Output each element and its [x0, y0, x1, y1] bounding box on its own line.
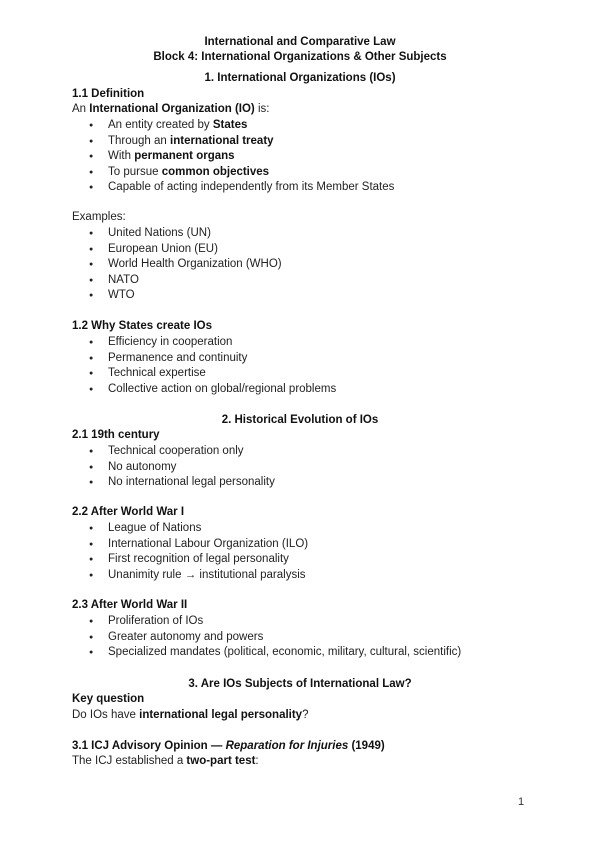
- examples-label: Examples:: [72, 211, 126, 223]
- list-item: ● With permanent organs: [72, 149, 394, 165]
- heading-2-2: 2.2 After World War I: [72, 506, 185, 518]
- list-item: ● Permanence and continuity: [72, 351, 336, 367]
- ww2-list: [72, 614, 461, 661]
- list-item: ● To pursue common objectives: [72, 165, 394, 181]
- heading-2-3: 2.3 After World War II: [72, 599, 188, 611]
- list-item: ● International Labour Organization (ILO): [72, 537, 308, 553]
- list-item: ● League of Nations: [72, 521, 308, 537]
- list-item: ● Greater autonomy and powers: [72, 630, 461, 646]
- list-item: ● Specialized mandates (political, economic, military, cultural, scientific): [72, 645, 461, 661]
- list-item: ● No international legal personality: [72, 475, 275, 491]
- list-item: ● First recognition of legal personality: [72, 552, 308, 568]
- section-1-title: 1. International Organizations (IOs): [204, 72, 396, 84]
- heading-1-1: 1.1 Definition: [72, 88, 145, 100]
- list-item: ● No autonomy: [72, 460, 275, 476]
- key-question-text: Do IOs have international legal personality?: [72, 709, 309, 721]
- list-item: ● Efficiency in cooperation: [72, 335, 336, 351]
- list-item: ● NATO: [72, 273, 282, 289]
- list-item: ● WTO: [72, 288, 282, 304]
- icj-test-text: The ICJ established a two-part test:: [72, 755, 259, 767]
- list-item: ● Unanimity rule → institutional paralysis: [72, 568, 308, 584]
- section-3-title: 3. Are IOs Subjects of International Law?: [188, 678, 412, 690]
- list-item: ● Capable of acting independently from its Member States: [72, 180, 394, 196]
- course-title: International and Comparative Law: [204, 36, 396, 48]
- definition-list: [72, 118, 394, 196]
- page-number: 1: [518, 796, 525, 808]
- list-item: ● Through an international treaty: [72, 134, 394, 150]
- list-item: ● Proliferation of IOs: [72, 614, 461, 630]
- list-item: ● Collective action on global/regional problems: [72, 382, 336, 398]
- list-item: ● Technical cooperation only: [72, 444, 275, 460]
- list-item: ● World Health Organization (WHO): [72, 257, 282, 273]
- nineteenth-century-list: [72, 444, 275, 491]
- ww1-list: [72, 521, 308, 583]
- heading-3-1: 3.1 ICJ Advisory Opinion — Reparation for Injuries (1949): [72, 740, 385, 752]
- heading-2-1: 2.1 19th century: [72, 429, 160, 441]
- list-item: ● European Union (EU): [72, 242, 282, 258]
- why-list: [72, 335, 336, 397]
- list-item: ● An entity created by States: [72, 118, 394, 134]
- definition-intro: An International Organization (IO) is:: [72, 103, 270, 115]
- heading-1-2: 1.2 Why States create IOs: [72, 320, 212, 332]
- key-question-heading: Key question: [72, 693, 145, 705]
- block-title: Block 4: International Organizations & Other Subjects: [153, 51, 447, 63]
- examples-list: [72, 226, 282, 304]
- section-2-title: 2. Historical Evolution of IOs: [221, 414, 379, 426]
- list-item: ● Technical expertise: [72, 366, 336, 382]
- list-item: ● United Nations (UN): [72, 226, 282, 242]
